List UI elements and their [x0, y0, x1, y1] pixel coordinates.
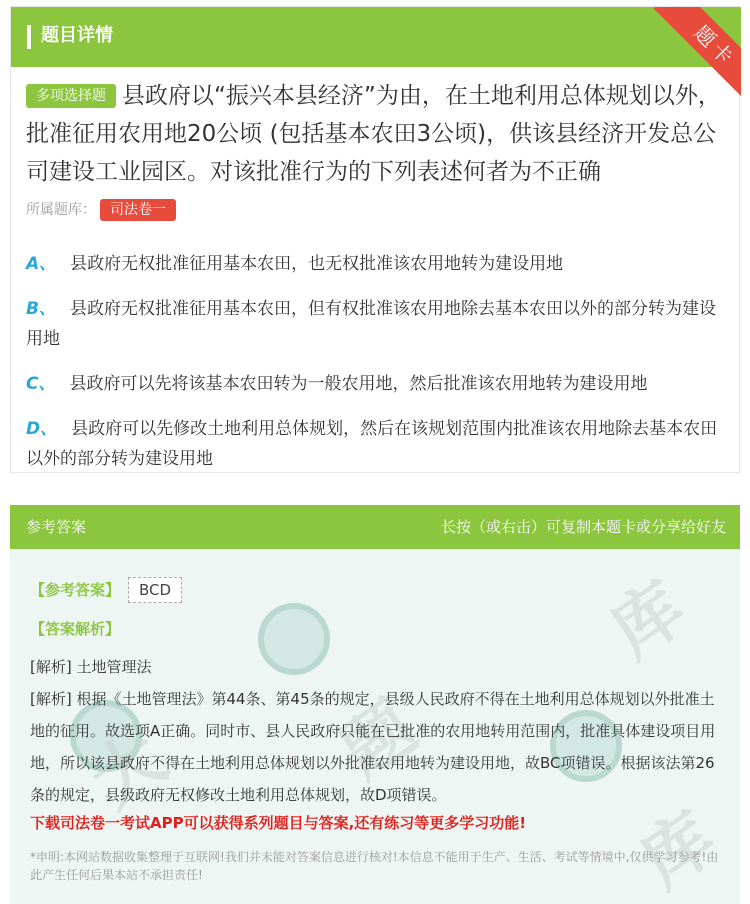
option-letter: D、 — [26, 419, 58, 439]
option-text: 县政府可以先将该基本农田转为一般农用地，然后批准该农用地转为建设用地 — [69, 374, 648, 394]
answer-panel — [10, 505, 740, 904]
analysis-line: [解析] 根据《土地管理法》第44条、第45条的规定，县级人民政府不得在土地利用总体规划以外批准土地的征用。故选项A正确。同时市、县人民政府只能在已批准的农用地转用范围内，批准具体建设项目用地，所以该县政府不得在土地利用总体规划以外批准农用地转为建设用地，故BC项错误。根据该法第26条的规定，县级政府无权修改土地利用总体规划，故D项错误。 — [30, 690, 716, 804]
question-type-badge: 多项选择题 — [26, 84, 116, 108]
analysis-label: 【答案解析】 — [30, 620, 121, 638]
watermark-glyph: 大 — [75, 716, 181, 824]
answer-label: 【参考答案】 — [30, 581, 121, 599]
answer-header — [10, 505, 740, 549]
watermark-glyph: 库 — [625, 796, 731, 904]
option-letter: A、 — [26, 254, 57, 274]
header-accent-bar — [27, 25, 31, 49]
card-header — [11, 7, 741, 72]
header-title: 题目详情 — [41, 25, 113, 46]
option-c[interactable] — [26, 369, 731, 399]
disclaimer-text: *申明:本网站数据收集整理于互联网!我们并未能对答案信息进行核对!本信息不能用于生产、生活、考试等情境中,仅供学习参考!由此产生任何后果本站不承担责任! — [30, 850, 719, 882]
watermark-glyph: 题 — [325, 686, 431, 794]
answer-value: BCD — [128, 577, 182, 603]
option-b[interactable] — [26, 294, 731, 354]
option-text: 县政府无权批准征用基本农田，但有权批准该农用地除去基本农田以外的部分转为建设用地 — [26, 299, 716, 349]
question-stem — [26, 77, 726, 191]
option-text: 县政府可以先修改土地利用总体规划，然后在该规划范围内批准该农用地除去基本农田以外的部分转为建设用地 — [26, 419, 718, 469]
question-card — [10, 6, 740, 473]
analysis-line: [解析] 土地管理法 — [30, 658, 152, 676]
answer-header-title: 参考答案 — [26, 518, 87, 536]
option-a[interactable] — [26, 249, 731, 279]
card-ribbon: 题卡 — [653, 7, 741, 99]
bank-badge[interactable]: 司法卷一 — [100, 199, 176, 221]
question-text: 县政府以“振兴本县经济”为由，在土地利用总体规划以外，批准征用农用地20公顷 (包括基本农田3公顷)，供该县经济开发总公司建设工业园区。对该批准行为的下列表述何者为不正确 — [26, 83, 721, 185]
app-download-link[interactable]: 下载司法卷一考试APP可以获得系列题目与答案,还有练习等更多学习功能! — [30, 814, 527, 832]
bank-label: 所属题库： — [26, 202, 96, 218]
option-letter: C、 — [26, 374, 56, 394]
question-bank-meta — [26, 199, 176, 221]
options-list — [26, 249, 731, 489]
option-d[interactable] — [26, 414, 731, 474]
watermark-glyph: 库 — [595, 566, 701, 674]
analysis-text — [30, 651, 720, 811]
option-text: 县政府无权批准征用基本农田，也无权批准该农用地转为建设用地 — [70, 254, 564, 274]
option-letter: B、 — [26, 299, 56, 319]
share-hint: 长按（或右击）可复制本题卡或分享给好友 — [440, 518, 726, 536]
reference-answer — [30, 577, 182, 603]
